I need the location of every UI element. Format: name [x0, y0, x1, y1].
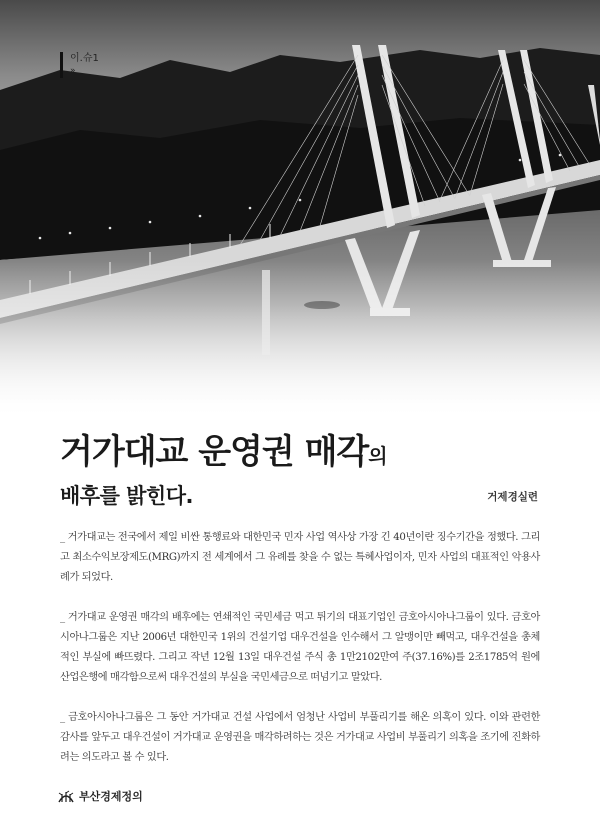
- footer: [57, 788, 143, 804]
- paragraph-1: _ 거가대교는 전국에서 제일 비싼 통행료와 대한민국 민자 사업 역사상 가장 긴 40년이란 징수기간을 정했다. 그리고 최소수익보장제도(MRG)까지 전 세계에서 그 유례를 찾을 수 없는 특혜사업이자, 민자 사업의 대표적인 악용사례가 되었다.: [60, 532, 540, 583]
- section-arrow-icon: »: [70, 66, 76, 76]
- page-title: [60, 424, 388, 473]
- title-suffix: 의: [368, 444, 388, 468]
- page-subtitle: 배후를 밝힌다.: [60, 484, 194, 508]
- author-name: 거제경실련: [487, 491, 538, 503]
- bamboo-logo-icon: [57, 788, 75, 804]
- paragraph-2: _ 거가대교 운영권 매각의 배후에는 연쇄적인 국민세금 먹고 튀기의 대표기업인 금호아시아나그룹이 있다. 금호아시아나그룹은 지난 2006년 대한민국 1위의 건설기업 대우건설을 인수해서 그 알맹이만 빼먹고, 대우건설을 총체적인 부실에 빠뜨렸다. 그리고 작년 12월 13일 대우건설 주식 총 1만2102만여 주(37.16%)를 2조1785억 원에 산업은행에 매각함으로써 대우건설의 부실을 국민세금으로 떠넘기고 말았다.: [60, 612, 540, 683]
- section-number: 이.슈1: [70, 53, 99, 64]
- title-main: 거가대교 운영권 매각: [60, 432, 369, 472]
- section-tag: [60, 52, 99, 78]
- article-body: [60, 528, 540, 788]
- publication-name: 부산경제정의: [79, 790, 143, 803]
- paragraph-3: _ 금호아시아나그룹은 그 동안 거가대교 건설 사업에서 엄청난 사업비 부풀리기를 해온 의혹이 있다. 이와 관련한 감사를 앞두고 대우건설이 거가대교 운영권을 매각하려하는 것은 거가대교 사업비 부풀리기 의혹을 조기에 진화하려는 의도라고 볼 수 있다.: [60, 712, 540, 763]
